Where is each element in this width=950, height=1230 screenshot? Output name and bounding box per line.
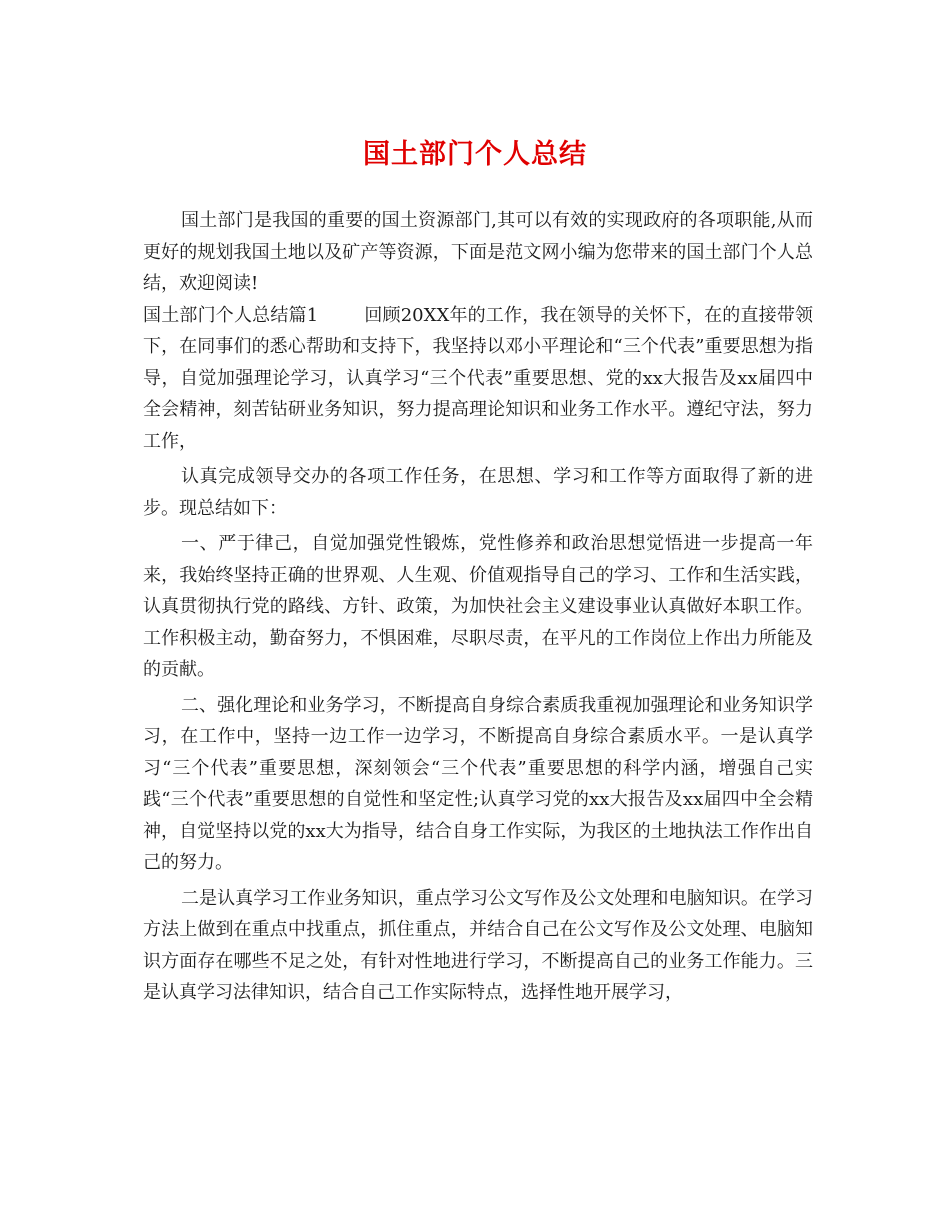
section-text: 回顾20XX年的工作，我在领导的关怀下，在的直接带领下，在同事们的悉心帮助和支持下，我坚持以邓小平理论和“三个代表”重要思想为指导，自觉加强理论学习，认真学习“三个代表”重要思想、党的xx大报告及xx届四中全会精神，刻苦钻研业务知识，努力提高理论知识和业务工作水平。遵纪守法，努力工作， (143, 304, 814, 452)
paragraph-section-1 (143, 300, 813, 458)
section-lead: 国土部门个人总结篇1 (143, 304, 319, 326)
document-title: 国土部门个人总结 (363, 139, 587, 170)
paragraph-point-3: 二是认真学习工作业务知识，重点学习公文写作及公文处理和电脑知识。在学习方法上做到在重点中找重点，抓住重点，并结合自己在公文写作及公文处理、电脑知识方面存在哪些不足之处，有针对性地进行学习，不断提高自己的业务工作能力。三是认真学习法律知识，结合自己工作实际特点，选择性地开展学习， (143, 887, 813, 1003)
paragraph-point-1: 一、严于律己，自觉加强党性锻炼，党性修养和政治思想觉悟进一步提高一年来，我始终坚持正确的世界观、人生观、价值观指导自己的学习、工作和生活实践，认真贯彻执行党的路线、方针、政策，为加快社会主义建设事业认真做好本职工作。工作积极主动，勤奋努力，不惧困难，尽职尽责，在平凡的工作岗位上作出力所能及的贡献。 (143, 533, 813, 680)
document-body (143, 205, 813, 1009)
paragraph-progress: 认真完成领导交办的各项工作任务，在思想、学习和工作等方面取得了新的进步。现总结如下： (143, 466, 813, 519)
paragraph-point-2: 二、强化理论和业务学习，不断提高自身综合素质我重视加强理论和业务知识学习，在工作中，坚持一边工作一边学习，不断提高自身综合素质水平。一是认真学习“三个代表”重要思想，深刻领会“三个代表”重要思想的科学内涵，增强自己实践“三个代表”重要思想的自觉性和坚定性;认真学习党的xx大报告及xx届四中全会精神，自觉坚持以党的xx大为指导，结合自身工作实际，为我区的土地执法工作作出自己的努力。 (143, 694, 813, 873)
paragraph-intro: 国土部门是我国的重要的国土资源部门,其可以有效的实现政府的各项职能,从而更好的规划我国土地以及矿产等资源，下面是范文网小编为您带来的国土部门个人总结，欢迎阅读! (143, 210, 813, 294)
